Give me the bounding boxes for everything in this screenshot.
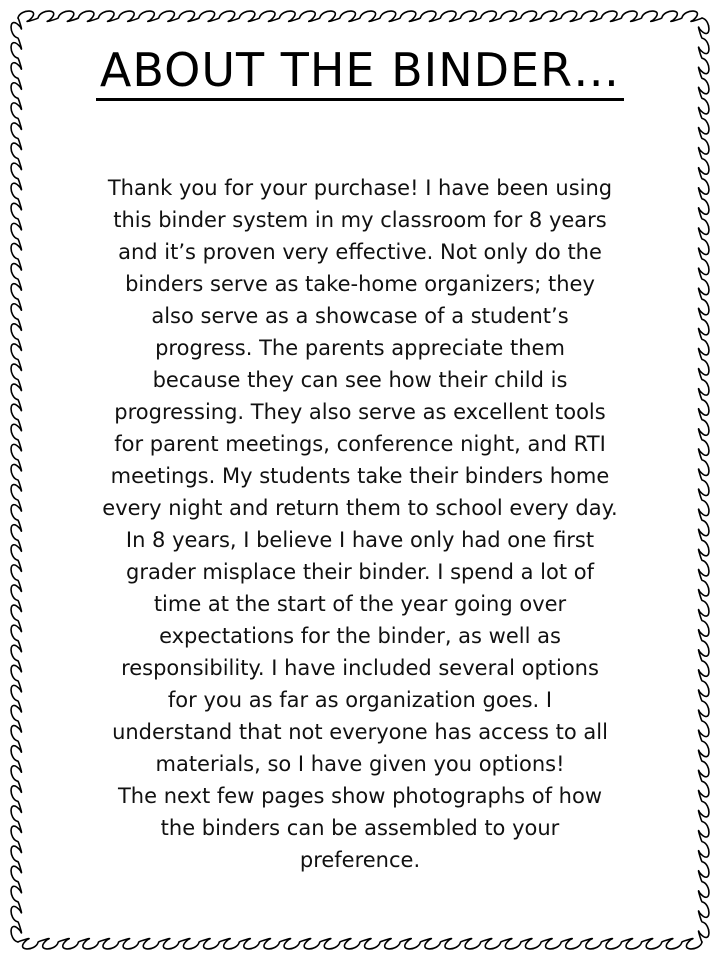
page-title: ABOUT THE BINDER… — [96, 44, 624, 101]
body-line: time at the start of the year going over — [153, 592, 567, 616]
body-line: The next few pages show photographs of how — [117, 784, 602, 808]
body-line: grader misplace their binder. I spend a lot of — [126, 560, 594, 584]
body-line: and it’s proven very effective. Not only do the — [118, 240, 602, 264]
body-line: binders serve as take-home organizers; they — [125, 272, 595, 296]
body-line: for you as far as organization goes. I — [167, 688, 553, 712]
body-line: every night and return them to school every day. — [102, 496, 618, 520]
border-bottom-edge — [18, 939, 702, 949]
body-line: progress. The parents appreciate them — [155, 336, 565, 360]
body-line: responsibility. I have included several options — [121, 656, 599, 680]
body-paragraph — [60, 172, 660, 876]
body-line: materials, so I have given you options! — [155, 752, 565, 776]
page-title-wrapper — [0, 44, 720, 101]
border-right-edge — [699, 18, 709, 942]
body-line: the binders can be assembled to your — [160, 816, 560, 840]
body-line: expectations for the binder, as well as — [159, 624, 561, 648]
body-line: In 8 years, I believe I have only had one first — [125, 528, 595, 552]
body-line: preference. — [299, 848, 421, 872]
body-line: this binder system in my classroom for 8 years — [113, 208, 607, 232]
border-top-edge — [18, 11, 702, 21]
border-left-edge — [11, 18, 21, 942]
body-line: progressing. They also serve as excellent tools — [114, 400, 606, 424]
body-line: meetings. My students take their binders home — [110, 464, 610, 488]
body-line: because they can see how their child is — [152, 368, 568, 392]
body-line: Thank you for your purchase! I have been using — [107, 176, 613, 200]
body-line: for parent meetings, conference night, and RTI — [114, 432, 606, 456]
body-line: also serve as a showcase of a student’s — [151, 304, 569, 328]
body-line: understand that not everyone has access to all — [112, 720, 608, 744]
